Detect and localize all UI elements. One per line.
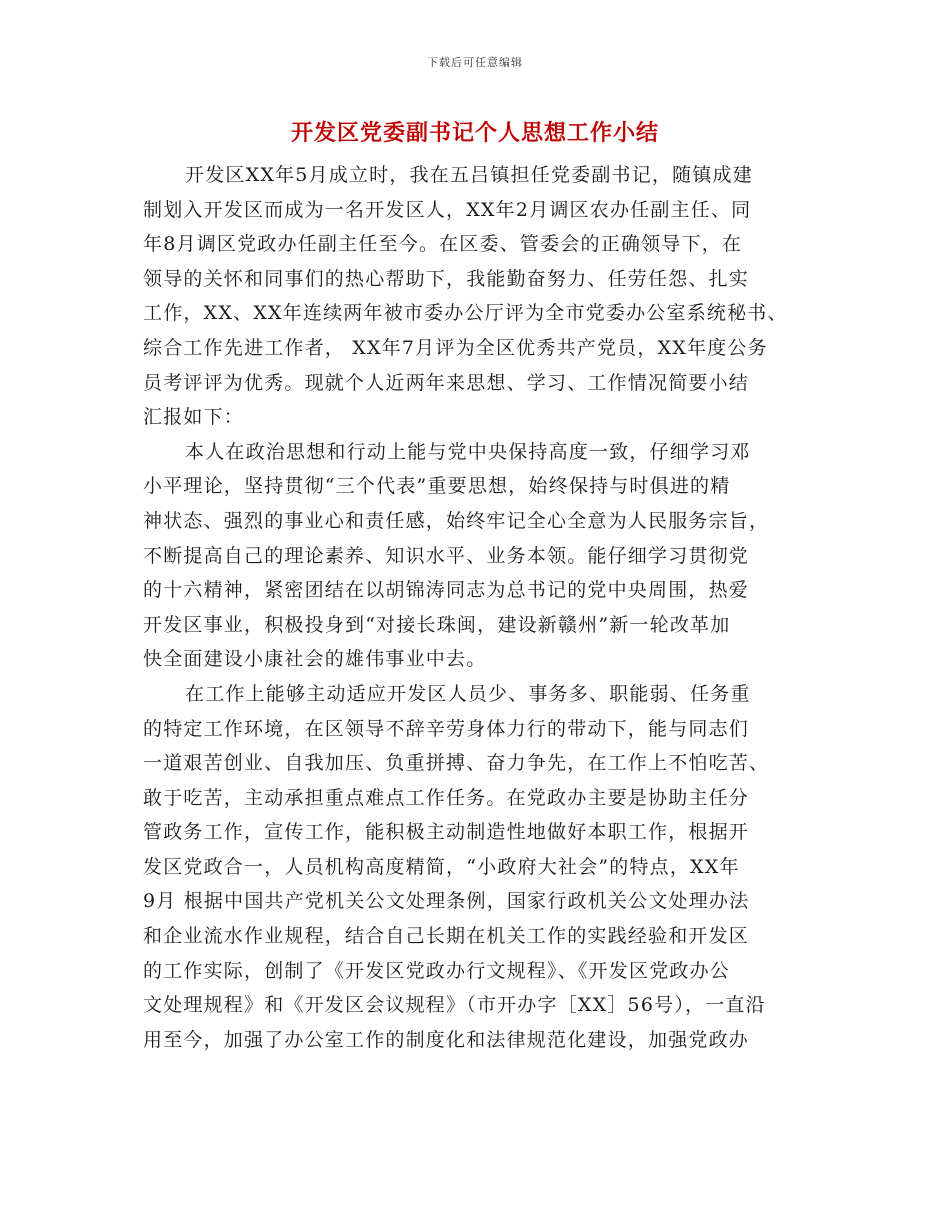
text-line: 不断提高自己的理论素养、知识水平、业务本领。能仔细学习贯彻党: [143, 544, 750, 567]
text-line: 文处理规程》和《开发区会议规程》（市开办字［XX］56号），一直沿: [143, 994, 766, 1017]
page-header-note: 下载后可任意编辑: [427, 56, 523, 69]
text-line: 制划入开发区而成为一名开发区人，XX年2月调区农办任副主任、同: [143, 198, 752, 221]
paragraph-3: [143, 677, 803, 1058]
text-line: 综合工作先进工作者， XX年7月评为全区优秀共产党员，XX年度公务: [143, 336, 768, 359]
text-line: 神状态、强烈的事业心和责任感，始终牢记全心全意为人民服务宗旨，: [143, 509, 770, 532]
text-line: 工作，XX、XX年连续两年被市委办公厅评为全市党委办公室系统秘书、: [143, 302, 788, 325]
text-line: 在工作上能够主动适应开发区人员少、事务多、职能弱、任务重: [185, 682, 751, 705]
document-body: [143, 158, 803, 1057]
document-title: 开发区党委副书记个人思想工作小结: [290, 120, 659, 146]
text-line: 一道艰苦创业、自我加压、负重拼搏、奋力争先，在工作上不怕吃苦、: [143, 752, 770, 775]
text-line: 9月 根据中国共产党机关公文处理条例，国家行政机关公文处理办法: [143, 890, 750, 913]
paragraph-2: [143, 435, 803, 677]
text-line: 领导的关怀和同事们的热心帮助下，我能勤奋努力、任劳任怨、扎实: [143, 267, 750, 290]
text-line: 和企业流水作业规程，结合自己长期在机关工作的实践经验和开发区: [143, 925, 750, 948]
text-line: 本人在政治思想和行动上能与党中央保持高度一致，仔细学习邓: [185, 440, 751, 463]
text-line: 汇报如下：: [143, 406, 245, 429]
text-line: 的特定工作环境，在区领导不辞辛劳身体力行的带动下，能与同志们: [143, 717, 750, 740]
text-line: 员考评评为优秀。现就个人近两年来思想、学习、工作情况简要小结: [143, 371, 750, 394]
text-line: 管政务工作，宣传工作，能积极主动制造性地做好本职工作，根据开: [143, 821, 750, 844]
paragraph-1: [143, 158, 803, 435]
text-line: 敢于吃苦，主动承担重点难点工作任务。在党政办主要是协助主任分: [143, 786, 750, 809]
text-line: 开发区XX年5月成立时，我在五吕镇担任党委副书记，随镇成建: [185, 164, 753, 186]
text-line: 小平理论，坚持贯彻“三个代表”重要思想，始终保持与时俱进的精: [143, 475, 731, 498]
text-line: 开发区事业，积极投身到“对接长珠闽，建设新赣州”新一轮改革加: [143, 613, 731, 636]
text-line: 快全面建设小康社会的雄伟事业中去。: [143, 648, 487, 671]
text-line: 发区党政合一，人员机构高度精简，“小政府大社会”的特点，XX年: [143, 855, 740, 878]
text-line: 用至今，加强了办公室工作的制度化和法律规范化建设，加强党政办: [143, 1028, 750, 1051]
text-line: 的工作实际，创制了《开发区党政办行文规程》、《开发区党政办公: [143, 959, 731, 982]
text-line: 年8月调区党政办任副主任至今。在区委、管委会的正确领导下，在: [143, 233, 743, 256]
text-line: 的十六精神，紧密团结在以胡锦涛同志为总书记的党中央周围，热爱: [143, 579, 750, 602]
